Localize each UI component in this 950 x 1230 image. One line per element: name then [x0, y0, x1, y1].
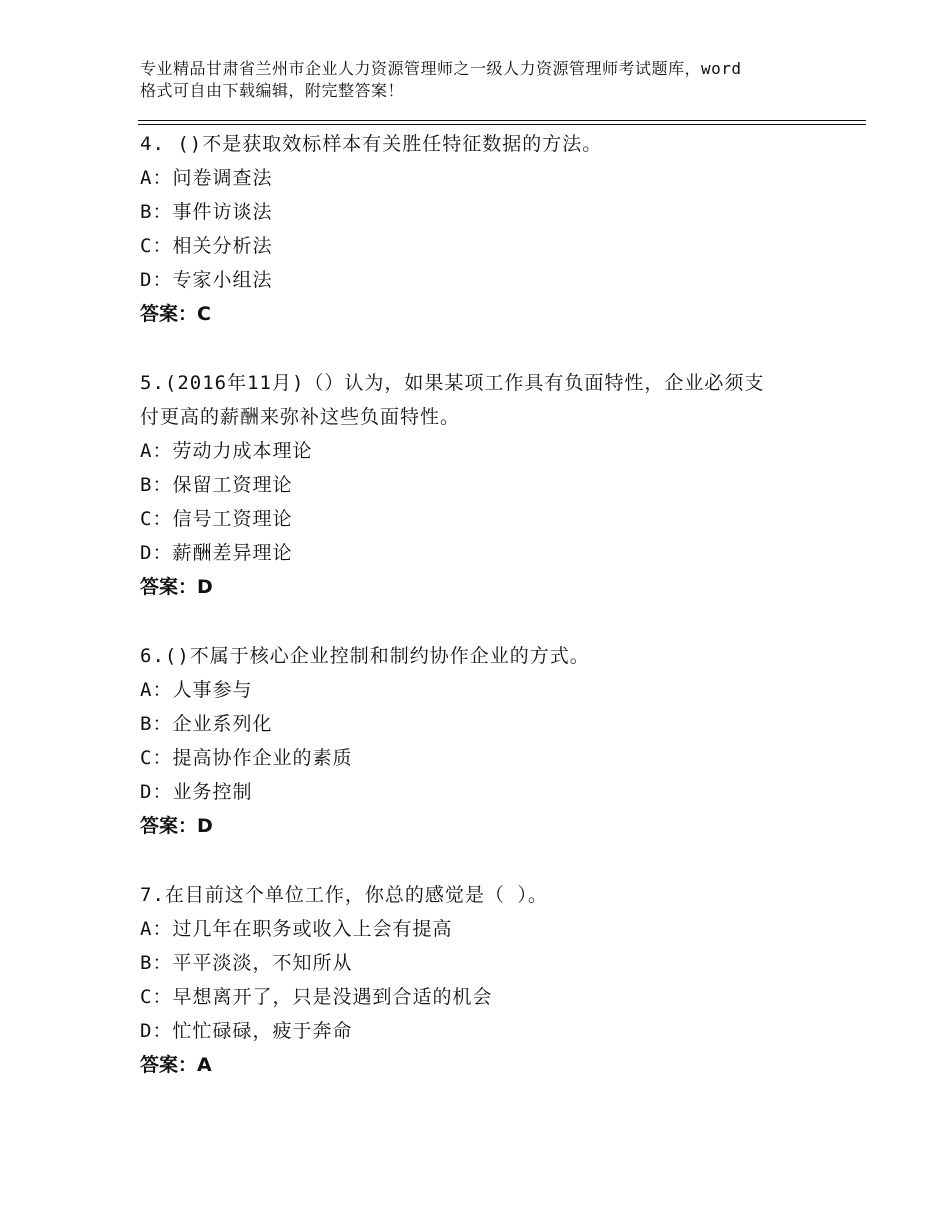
option-a: A：问卷调查法 [140, 167, 273, 189]
question-5 [140, 366, 840, 604]
header-divider-top [138, 120, 866, 121]
question-stem: 7.在目前这个单位工作，你总的感觉是（ ）。 [140, 884, 548, 906]
header-line-1: 专业精品甘肃省兰州市企业人力资源管理师之一级人力资源管理师考试题库，word [140, 59, 742, 78]
option-d: D：专家小组法 [140, 269, 273, 291]
answer-label: 答案：A [140, 1054, 212, 1076]
option-d: D：忙忙碌碌，疲于奔命 [140, 1020, 353, 1042]
option-c: C：早想离开了，只是没遇到合适的机会 [140, 986, 493, 1008]
question-7 [140, 878, 840, 1082]
option-d: D：薪酬差异理论 [140, 542, 293, 564]
option-b: B：企业系列化 [140, 713, 273, 735]
question-stem: 5.(2016年11月)（）认为，如果某项工作具有负面特性，企业必须支 [140, 372, 765, 394]
document-header [140, 58, 840, 102]
option-b: B：保留工资理论 [140, 474, 293, 496]
option-c: C：相关分析法 [140, 235, 273, 257]
answer-label: 答案：C [140, 303, 211, 325]
question-stem: 4. ()不是获取效标样本有关胜任特征数据的方法。 [140, 133, 603, 155]
header-line-2: 格式可自由下载编辑，附完整答案！ [140, 81, 405, 100]
question-stem: 6.()不属于核心企业控制和制约协作企业的方式。 [140, 645, 590, 667]
header-divider-bottom [138, 124, 866, 125]
option-b: B：平平淡淡，不知所从 [140, 952, 353, 974]
option-a: A：人事参与 [140, 679, 253, 701]
option-c: C：信号工资理论 [140, 508, 293, 530]
question-4 [140, 127, 840, 331]
option-b: B：事件访谈法 [140, 201, 273, 223]
question-6 [140, 639, 840, 843]
question-stem-continued: 付更高的薪酬来弥补这些负面特性。 [140, 406, 461, 428]
option-c: C：提高协作企业的素质 [140, 747, 353, 769]
option-a: A：劳动力成本理论 [140, 440, 313, 462]
answer-label: 答案：D [140, 815, 213, 837]
option-d: D：业务控制 [140, 781, 253, 803]
option-a: A：过几年在职务或收入上会有提高 [140, 918, 453, 940]
answer-label: 答案：D [140, 576, 213, 598]
